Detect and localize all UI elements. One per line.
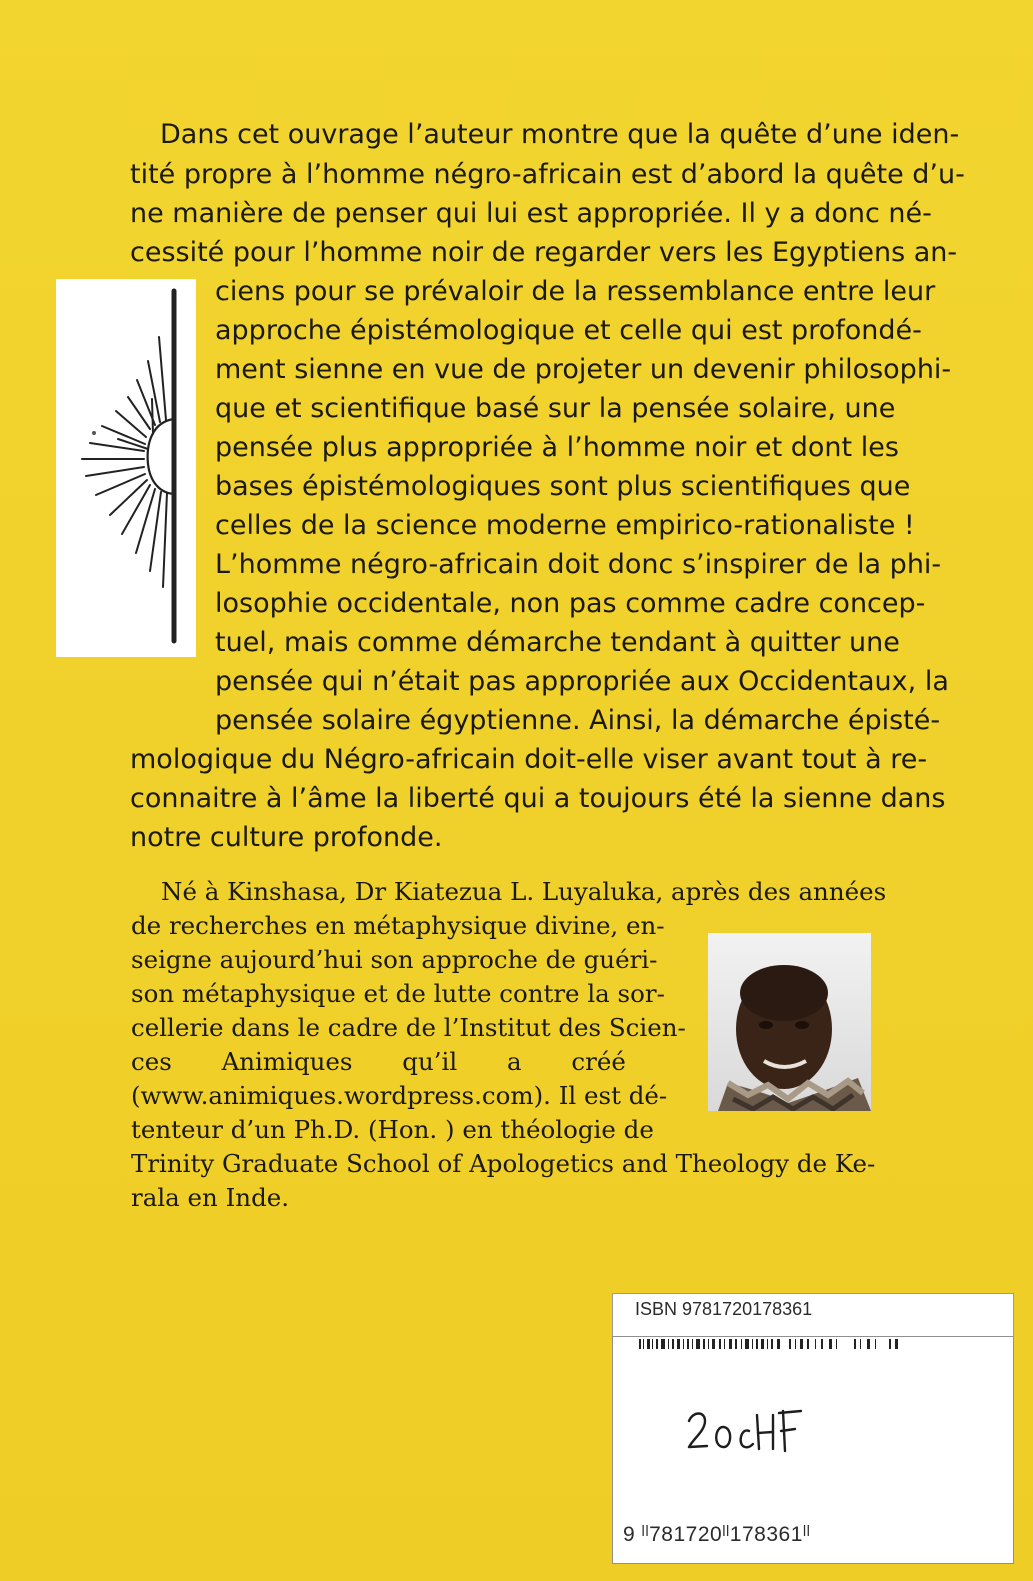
bio-line: son métaphysique et de lutte contre la sor- bbox=[131, 979, 665, 1008]
summary-line: connaitre à l’âme la liberté qui a toujours été la sienne dans bbox=[130, 783, 946, 814]
summary-line: mologique du Négro-africain doit-elle viser avant tout à re- bbox=[130, 744, 928, 775]
isbn-label: ISBN 9781720178361 bbox=[635, 1299, 813, 1319]
handwritten-price bbox=[685, 1401, 805, 1461]
bio-line: tenteur d’un Ph.D. (Hon. ) en théologie de bbox=[131, 1115, 654, 1144]
bio-line: Trinity Graduate School of Apologetics and Theology de Ke- bbox=[131, 1149, 876, 1178]
barcode-bars bbox=[639, 1339, 969, 1351]
summary-line: tité propre à l’homme négro-africain est d’abord la quête d’u- bbox=[130, 159, 965, 190]
summary-line: tuel, mais comme démarche tendant à quitter une bbox=[215, 627, 900, 658]
bio-line: Né à Kinshasa, Dr Kiatezua L. Luyaluka, après des années bbox=[161, 877, 887, 906]
summary-line: approche épistémologique et celle qui est profondé- bbox=[215, 315, 922, 346]
summary-line: ciens pour se prévaloir de la ressemblance entre leur bbox=[215, 276, 936, 307]
summary-line: L’homme négro-africain doit donc s’inspirer de la phi- bbox=[215, 549, 942, 580]
sun-emblem bbox=[56, 279, 196, 657]
summary-line: que et scientifique basé sur la pensée solaire, une bbox=[215, 393, 896, 424]
summary-line: Dans cet ouvrage l’auteur montre que la quête d’une iden- bbox=[160, 119, 960, 150]
summary-line: pensée plus appropriée à l’homme noir et dont les bbox=[215, 432, 899, 463]
summary-line: losophie occidentale, non pas comme cadre concep- bbox=[215, 588, 926, 619]
half-sun-rays-icon bbox=[56, 279, 196, 657]
author-photo bbox=[708, 933, 871, 1111]
bio-line: seigne aujourd’hui son approche de guéri- bbox=[131, 945, 658, 974]
summary-line: notre culture profonde. bbox=[130, 822, 443, 853]
summary-line: cessité pour l’homme noir de regarder vers les Egyptiens an- bbox=[130, 237, 958, 268]
summary-line: bases épistémologiques sont plus scientifiques que bbox=[215, 471, 911, 502]
bio-line: ces Animiques qu’il a créé bbox=[131, 1047, 626, 1076]
isbn-digits: 9 ˡˡ781720ˡˡ178361ˡˡ bbox=[623, 1523, 811, 1546]
barcode-sticker bbox=[612, 1336, 1014, 1564]
bio-line: (www.animiques.wordpress.com). Il est dé- bbox=[131, 1081, 668, 1110]
summary-line: pensée solaire égyptienne. Ainsi, la démarche épisté- bbox=[215, 705, 941, 736]
summary-line: pensée qui n’était pas appropriée aux Occidentaux, la bbox=[215, 666, 949, 697]
portrait-image bbox=[708, 933, 871, 1111]
bio-line: de recherches en métaphysique divine, en- bbox=[131, 911, 665, 940]
bio-line: rala en Inde. bbox=[131, 1183, 290, 1212]
summary-line: ment sienne en vue de projeter un devenir philosophi- bbox=[215, 354, 952, 385]
bio-line: cellerie dans le cadre de l’Institut des Scien- bbox=[131, 1013, 686, 1042]
summary-line: celles de la science moderne empirico-rationaliste ! bbox=[215, 510, 915, 541]
summary-line: ne manière de penser qui lui est appropriée. Il y a donc né- bbox=[130, 198, 932, 229]
